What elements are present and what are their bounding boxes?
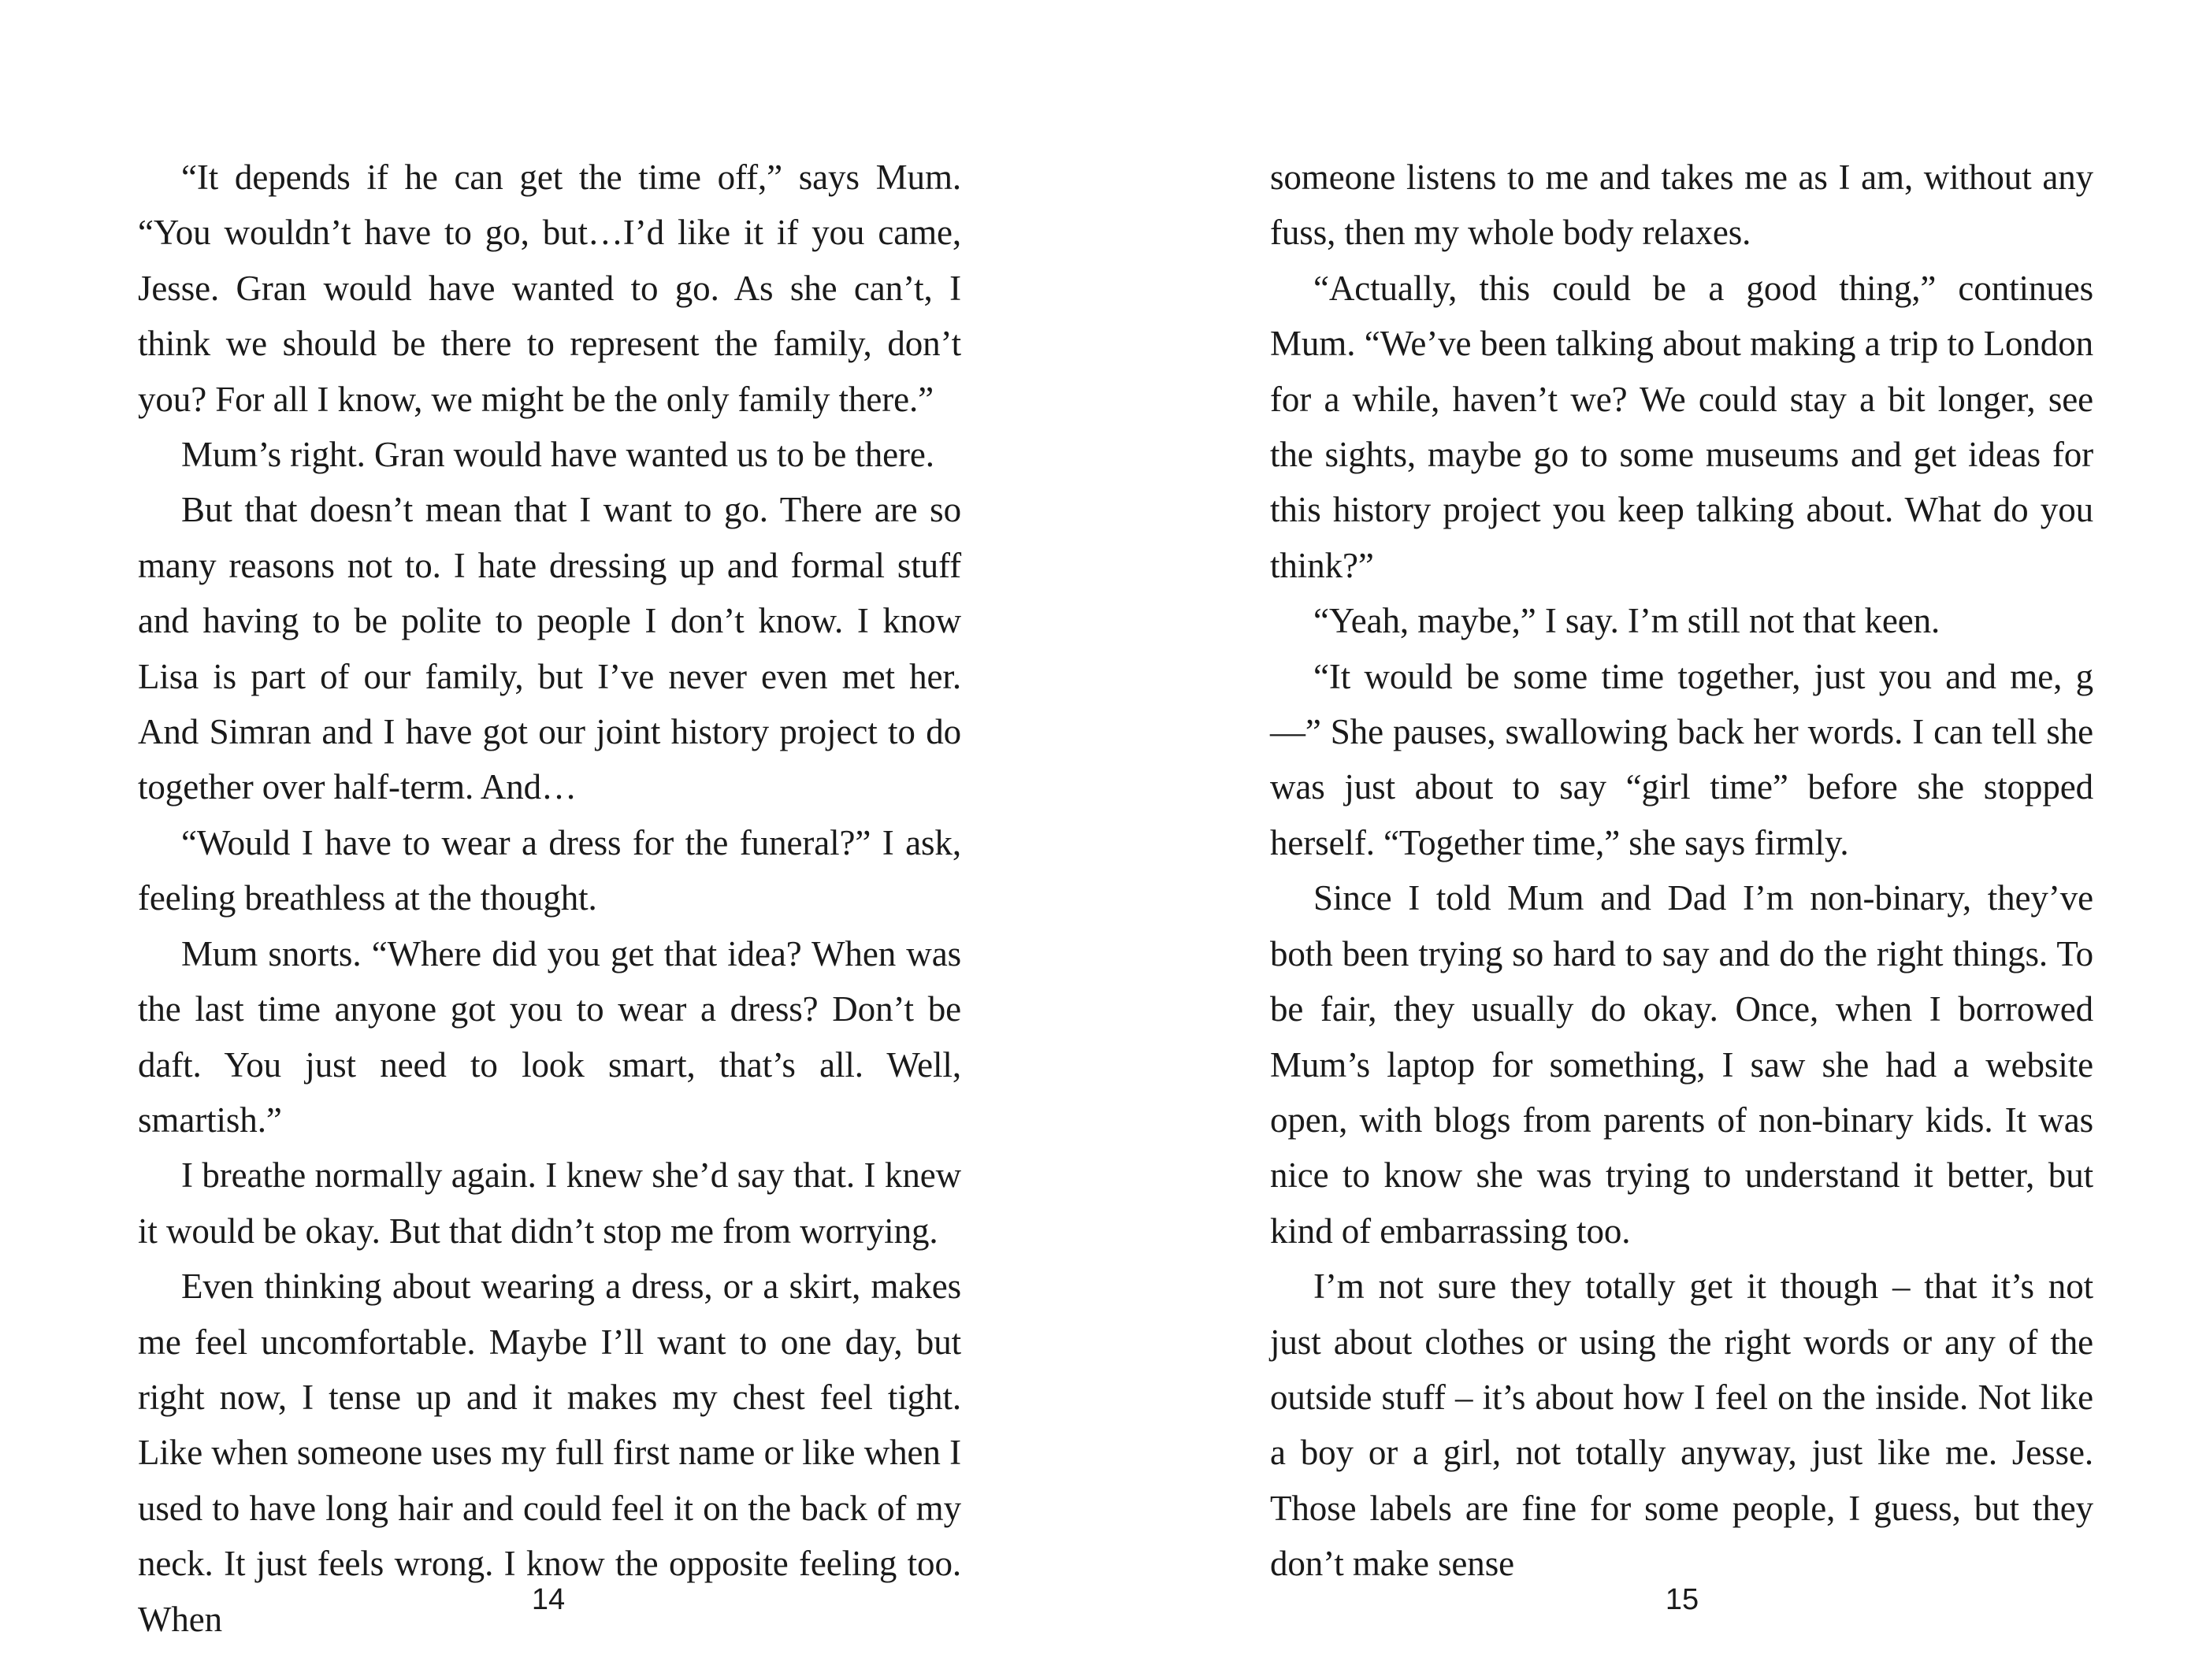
paragraph: Since I told Mum and Dad I’m non-binary, they’ve both been trying so hard to say and do the right things. To be fair, they usually do okay. Once, when I borrowed Mum’s laptop for something, I saw she had a website open, with blogs from parents of non-binary kids. It was nice to know she was trying to understand it better, but kind of embarrassing too. xyxy=(1270,878,2093,1251)
left-page xyxy=(138,150,961,1647)
paragraph: “It would be some time together, just you and me, g—” She pauses, swallowing back her words. I can tell she was just about to say “girl time” before she stopped herself. “Together time,” she says firmly. xyxy=(1270,656,2093,862)
paragraph: I breathe normally again. I knew she’d say that. I knew it would be okay. But that didn’t stop me from worrying. xyxy=(138,1155,961,1251)
right-page xyxy=(1270,150,2093,1592)
paragraph: Even thinking about wearing a dress, or a skirt, makes me feel uncomfortable. Maybe I’ll want to one day, but right now, I tense up and it makes my chest feel tight. Like when someone uses my full first name or like when I used to have long hair and could feel it on the back of my neck. It just feels wrong. I know the opposite feeling too. When xyxy=(138,1266,961,1639)
paragraph: “Would I have to wear a dress for the funeral?” I ask, feeling breathless at the thought. xyxy=(138,822,961,918)
page-number-left: 14 xyxy=(531,1583,566,1616)
paragraph: Mum snorts. “Where did you get that idea? When was the last time anyone got you to wear a dress? Don’t be daft. You just need to look smart, that’s all. Well, smartish.” xyxy=(138,933,961,1140)
paragraph: I’m not sure they totally get it though – that it’s not just about clothes or using the right words or any of the outside stuff – it’s about how I feel on the inside. Not like a boy or a girl, not totally anyway, just like me. Jesse. Those labels are fine for some people, I guess, but they don’t make sense xyxy=(1270,1266,2093,1584)
paragraph: “Actually, this could be a good thing,” continues Mum. “We’ve been talking about making a trip to London for a while, haven’t we? We could stay a bit longer, see the sights, maybe go to some museums and get ideas for this history project you keep talking about. What do you think?” xyxy=(1270,268,2093,585)
paragraph: someone listens to me and takes me as I am, without any fuss, then my whole body relaxes. xyxy=(1270,158,2093,253)
paragraph: But that doesn’t mean that I want to go. There are so many reasons not to. I hate dressing up and formal stuff and having to be polite to people I don’t know. I know Lisa is part of our family, but I’ve never even met her. And Simran and I have got our joint history project to do together over half-term. And… xyxy=(138,490,961,807)
page-number-right: 15 xyxy=(1665,1583,1699,1616)
paragraph: “It depends if he can get the time off,” says Mum. “You wouldn’t have to go, but…I’d like it if you came, Jesse. Gran would have wanted to go. As she can’t, I think we should be there to represent the family, don’t you? For all I know, we might be the only family there.” xyxy=(138,158,961,419)
paragraph: “Yeah, maybe,” I say. I’m still not that keen. xyxy=(1313,601,1940,641)
paragraph: Mum’s right. Gran would have wanted us to be there. xyxy=(181,435,934,475)
